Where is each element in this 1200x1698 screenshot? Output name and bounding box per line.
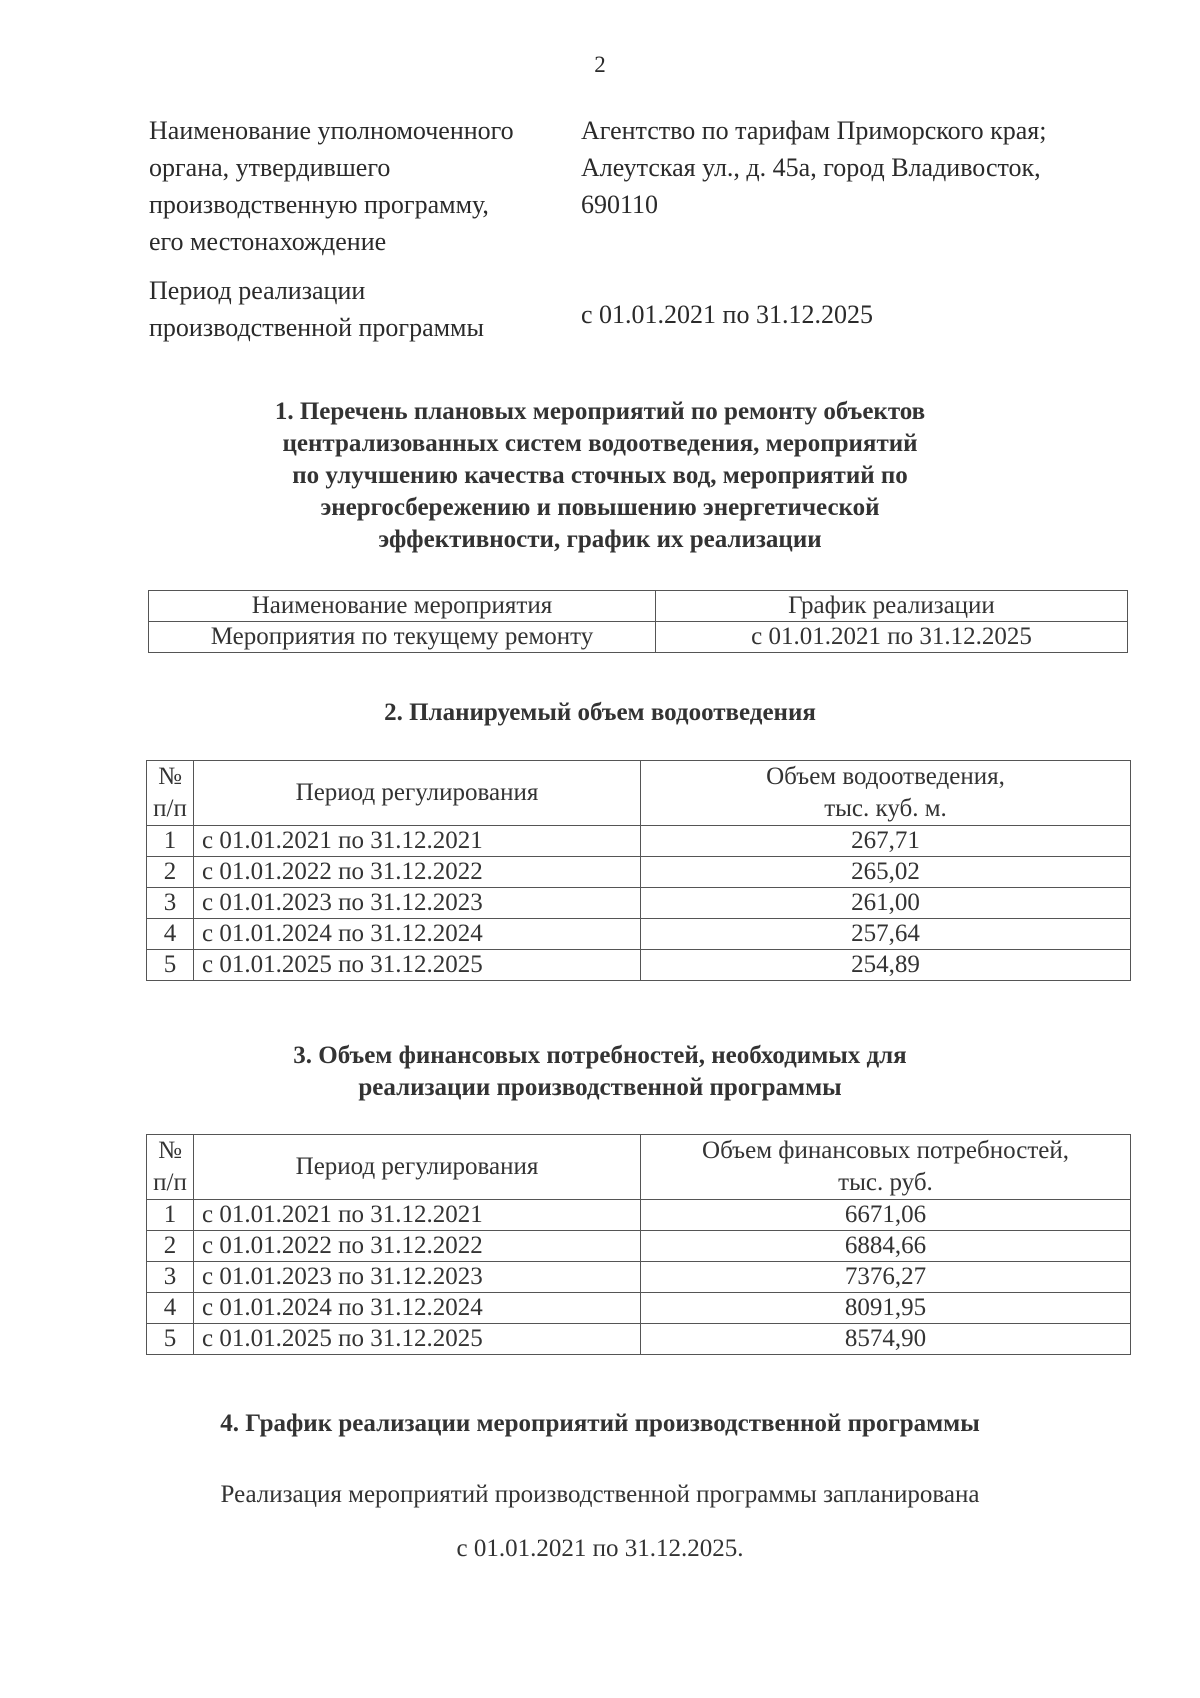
table-cell: Мероприятия по текущему ремонту xyxy=(149,622,656,653)
authority-value-line: 690110 xyxy=(581,190,659,219)
table-row xyxy=(147,1200,1131,1231)
row-period: с 01.01.2025 по 31.12.2025 xyxy=(194,950,641,981)
row-period: с 01.01.2022 по 31.12.2022 xyxy=(194,1231,641,1262)
page-number: 2 xyxy=(594,52,606,77)
authority-label xyxy=(149,112,579,260)
row-value: 261,00 xyxy=(641,888,1131,919)
row-number: 4 xyxy=(147,1293,194,1324)
row-value: 257,64 xyxy=(641,919,1131,950)
authority-value-line: Алеутская ул., д. 45а, город Владивосток, xyxy=(581,153,1041,182)
section3-title xyxy=(0,1040,1200,1104)
row-period: с 01.01.2022 по 31.12.2022 xyxy=(194,857,641,888)
table-row xyxy=(147,1324,1131,1355)
authority-label-line: производственную программу, xyxy=(149,190,489,219)
row-number: 1 xyxy=(147,826,194,857)
row-period: с 01.01.2024 по 31.12.2024 xyxy=(194,1293,641,1324)
row-value: 267,71 xyxy=(641,826,1131,857)
section4-text xyxy=(0,1468,1200,1576)
table-header-row xyxy=(147,761,1131,826)
section2-title: 2. Планируемый объем водоотведения xyxy=(384,699,816,726)
header-line: № xyxy=(158,763,182,790)
header-line: тыс. куб. м. xyxy=(824,795,947,822)
section3-table xyxy=(146,1134,1131,1355)
period-header: Период регулирования xyxy=(194,761,641,826)
row-period: с 01.01.2021 по 31.12.2021 xyxy=(194,1200,641,1231)
row-period: с 01.01.2023 по 31.12.2023 xyxy=(194,1262,641,1293)
table-header-cell: Наименование мероприятия xyxy=(149,591,656,622)
num-header xyxy=(147,761,194,826)
section3-title-line: 3. Объем финансовых потребностей, необходимых для xyxy=(293,1042,907,1069)
row-number: 5 xyxy=(147,950,194,981)
header-line: п/п xyxy=(153,795,187,822)
authority-label-line: его местонахождение xyxy=(149,227,387,256)
table-row xyxy=(147,857,1131,888)
header-line: Объем водоотведения, xyxy=(766,763,1005,790)
row-number: 5 xyxy=(147,1324,194,1355)
table-row xyxy=(147,888,1131,919)
authority-block xyxy=(149,112,1109,262)
row-number: 4 xyxy=(147,919,194,950)
section1-table xyxy=(148,590,1128,653)
section1-title-line: 1. Перечень плановых мероприятий по ремонту объектов xyxy=(274,398,926,425)
row-number: 1 xyxy=(147,1200,194,1231)
row-period: с 01.01.2023 по 31.12.2023 xyxy=(194,888,641,919)
value-header xyxy=(641,1135,1131,1200)
row-number: 2 xyxy=(147,1231,194,1262)
row-value: 254,89 xyxy=(641,950,1131,981)
row-value: 7376,27 xyxy=(641,1262,1131,1293)
table-row xyxy=(147,919,1131,950)
table-cell: с 01.01.2021 по 31.12.2025 xyxy=(656,622,1128,653)
table-header-row xyxy=(147,1135,1131,1200)
row-period: с 01.01.2024 по 31.12.2024 xyxy=(194,919,641,950)
period-label-line: Период реализации xyxy=(149,276,366,305)
header-line: п/п xyxy=(153,1169,187,1196)
section3-title-line: реализации производственной программы xyxy=(358,1074,842,1101)
table-header-cell: График реализации xyxy=(656,591,1128,622)
period-value: с 01.01.2021 по 31.12.2025 xyxy=(581,300,873,329)
authority-value xyxy=(581,112,1121,223)
section4-title: 4. График реализации мероприятий производственной программы xyxy=(220,1410,980,1437)
period-block xyxy=(149,272,1109,352)
row-value: 8091,95 xyxy=(641,1293,1131,1324)
authority-label-line: Наименование уполномоченного xyxy=(149,116,514,145)
authority-label-line: органа, утвердившего xyxy=(149,153,391,182)
row-value: 6884,66 xyxy=(641,1231,1131,1262)
row-period: с 01.01.2025 по 31.12.2025 xyxy=(194,1324,641,1355)
period-header: Период регулирования xyxy=(194,1135,641,1200)
section4-text-line: Реализация мероприятий производственной программы запланирована xyxy=(220,1481,980,1508)
num-header xyxy=(147,1135,194,1200)
section4-text-line: с 01.01.2021 по 31.12.2025. xyxy=(456,1535,744,1562)
period-label-line: производственной программы xyxy=(149,313,484,342)
section1-title xyxy=(0,396,1200,556)
section1-title-line: эффективности, график их реализации xyxy=(378,526,822,553)
table-row xyxy=(147,1231,1131,1262)
value-header xyxy=(641,761,1131,826)
table-row xyxy=(149,622,1128,653)
section1-title-line: по улучшению качества сточных вод, мероприятий по xyxy=(292,462,908,489)
section1-title-line: централизованных систем водоотведения, мероприятий xyxy=(282,430,918,457)
authority-value-line: Агентство по тарифам Приморского края; xyxy=(581,116,1047,145)
row-value: 265,02 xyxy=(641,857,1131,888)
header-line: Объем финансовых потребностей, xyxy=(702,1137,1069,1164)
period-label xyxy=(149,272,579,346)
row-number: 3 xyxy=(147,888,194,919)
row-value: 8574,90 xyxy=(641,1324,1131,1355)
table-row xyxy=(147,826,1131,857)
row-number: 3 xyxy=(147,1262,194,1293)
row-number: 2 xyxy=(147,857,194,888)
header-line: № xyxy=(158,1137,182,1164)
section2-table xyxy=(146,760,1131,981)
row-value: 6671,06 xyxy=(641,1200,1131,1231)
table-row xyxy=(147,1293,1131,1324)
table-row xyxy=(147,950,1131,981)
header-line: тыс. руб. xyxy=(838,1169,933,1196)
section1-title-line: энергосбережению и повышению энергетической xyxy=(320,494,880,521)
table-header-row xyxy=(149,591,1128,622)
table-row xyxy=(147,1262,1131,1293)
row-period: с 01.01.2021 по 31.12.2021 xyxy=(194,826,641,857)
